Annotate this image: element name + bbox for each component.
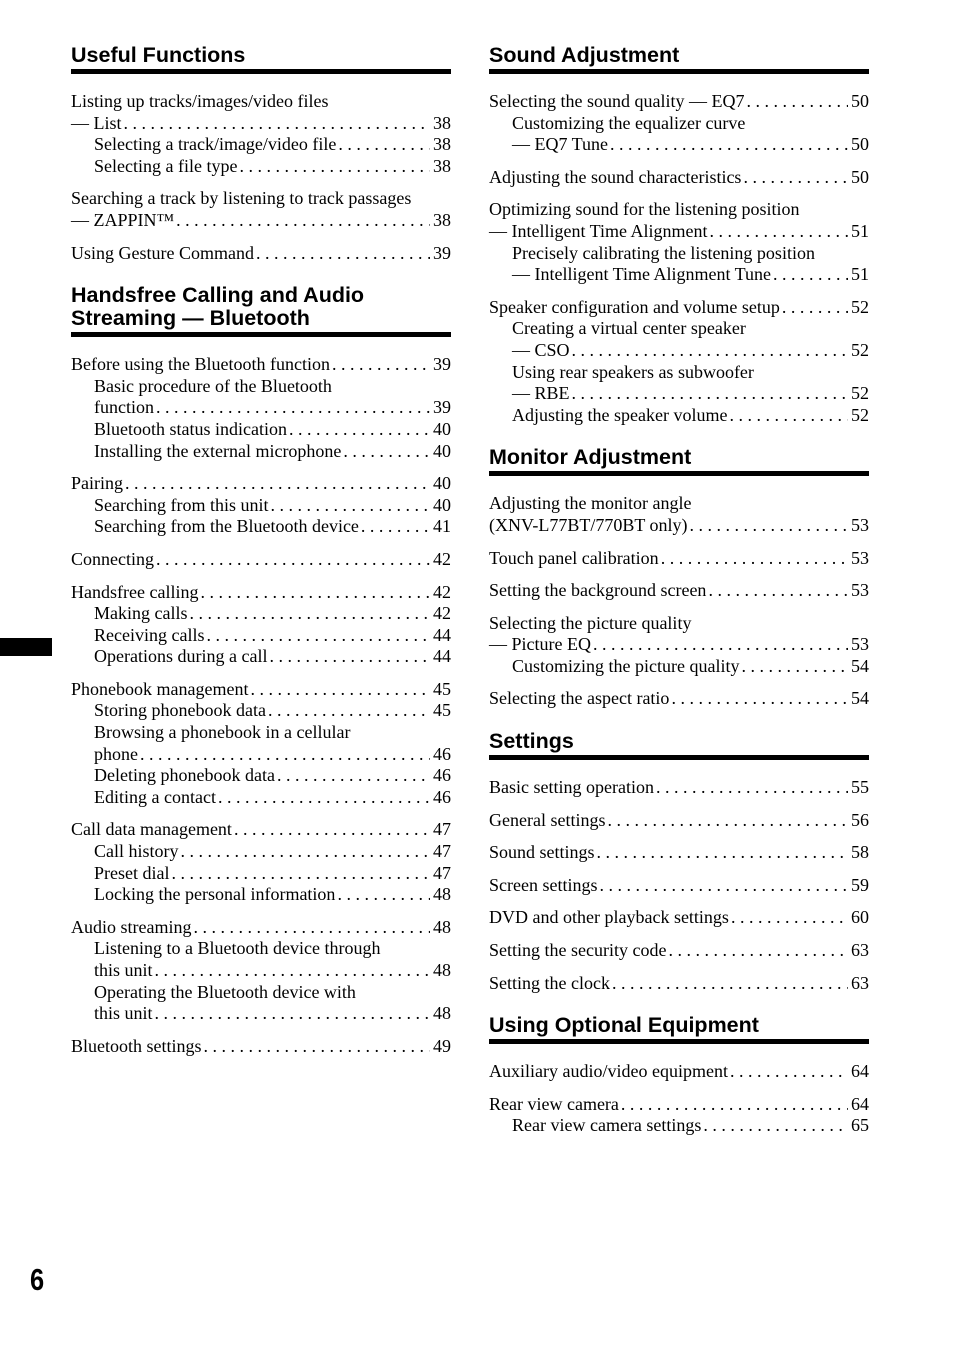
dot-leader xyxy=(256,243,430,265)
toc-section xyxy=(489,44,869,426)
dot-leader xyxy=(656,777,848,799)
toc-entry-line[interactable] xyxy=(489,548,869,570)
page-ref: 46 xyxy=(433,786,451,807)
dot-leader xyxy=(610,134,848,156)
entry-text: Listening to a Bluetooth device through xyxy=(94,938,381,959)
page-ref: 39 xyxy=(433,242,451,263)
entry-text: Listing up tracks/images/video files xyxy=(71,91,329,111)
dot-leader xyxy=(593,634,848,656)
page-ref: 54 xyxy=(851,688,869,709)
entry-text: Setting the clock xyxy=(489,972,610,993)
page-ref: 39 xyxy=(433,354,451,375)
toc-subentry-line[interactable] xyxy=(71,376,451,398)
toc-entry xyxy=(489,875,869,897)
toc-entry xyxy=(489,1094,869,1137)
entry-text: Using rear speakers as subwoofer xyxy=(512,361,754,382)
toc-section xyxy=(71,44,451,264)
toc-entry xyxy=(71,188,451,231)
entry-text: — RBE xyxy=(512,383,570,404)
dot-leader xyxy=(218,787,430,809)
toc-subentry-line[interactable] xyxy=(489,383,869,405)
dot-leader xyxy=(743,167,848,189)
toc-entry-line[interactable] xyxy=(489,493,869,515)
entry-text: Deleting phonebook data xyxy=(94,765,275,786)
toc-subentry-line[interactable] xyxy=(489,340,869,362)
entry-text: Searching from this unit xyxy=(94,494,269,515)
dot-leader xyxy=(338,134,430,156)
entry-text: Bluetooth status indication xyxy=(94,418,287,439)
dot-leader xyxy=(156,397,430,419)
toc-entry xyxy=(489,297,869,427)
dot-leader xyxy=(171,863,430,885)
dot-leader xyxy=(782,297,848,319)
page-ref: 53 xyxy=(851,580,869,601)
toc-entry-line[interactable] xyxy=(71,917,451,939)
toc-subentry-line[interactable] xyxy=(71,397,451,419)
toc-entry xyxy=(71,582,451,668)
entry-text: Setting the security code xyxy=(489,940,667,961)
toc-entry xyxy=(489,842,869,864)
dot-leader xyxy=(155,960,430,982)
dot-leader xyxy=(690,515,848,537)
entry-text: Adjusting the sound characteristics xyxy=(489,166,742,187)
entry-text: DVD and other playback settings xyxy=(489,907,729,928)
toc-subentry-line[interactable] xyxy=(489,264,869,286)
page-ref: 44 xyxy=(433,624,451,645)
toc-entry-line[interactable] xyxy=(489,199,869,221)
page-ref: 53 xyxy=(851,514,869,535)
toc-entry-line[interactable] xyxy=(71,91,451,113)
toc-subentry-line[interactable] xyxy=(71,1003,451,1025)
entry-text: Using Gesture Command xyxy=(71,242,254,263)
entry-text: Rear view camera xyxy=(489,1093,619,1114)
toc-entry xyxy=(489,91,869,156)
toc-subentry-line[interactable] xyxy=(71,960,451,982)
toc-subentry-line[interactable] xyxy=(71,646,451,668)
dot-leader xyxy=(572,340,848,362)
entry-text: Searching from the Bluetooth device xyxy=(94,516,359,537)
dot-leader xyxy=(621,1094,848,1116)
page-ref: 58 xyxy=(851,842,869,863)
dot-leader xyxy=(206,625,430,647)
toc-section xyxy=(489,1014,869,1137)
toc-subentry-line[interactable] xyxy=(489,656,869,678)
toc-subentry-line[interactable] xyxy=(71,156,451,178)
section-tab-marker xyxy=(0,638,52,656)
toc-entry-line[interactable] xyxy=(489,1094,869,1116)
toc-subentry-line[interactable] xyxy=(71,787,451,809)
entry-text: — CSO xyxy=(512,339,570,360)
page-ref: 64 xyxy=(851,1093,869,1114)
toc-entry xyxy=(489,777,869,799)
toc-entry-line[interactable] xyxy=(489,91,869,113)
section-title: Monitor Adjustment xyxy=(489,446,869,476)
dot-leader xyxy=(741,656,848,678)
page-ref: 40 xyxy=(433,494,451,515)
page-ref: 40 xyxy=(433,473,451,494)
toc-entry xyxy=(489,580,869,602)
entry-text: Searching a track by listening to track passages xyxy=(71,188,412,209)
toc-entry xyxy=(71,243,451,265)
entry-text: Bluetooth settings xyxy=(71,1035,202,1056)
dot-leader xyxy=(668,940,848,962)
entry-text: (XNV-L77BT/770BT only) xyxy=(489,514,688,535)
toc-subentry-line[interactable] xyxy=(71,516,451,538)
entry-text: — Intelligent Time Alignment xyxy=(489,220,708,241)
page-ref: 60 xyxy=(851,907,869,928)
entry-text: Preset dial xyxy=(94,862,170,883)
dot-leader xyxy=(250,679,430,701)
toc-left-column xyxy=(71,44,451,1077)
toc-entry xyxy=(71,819,451,905)
toc-entry-line[interactable] xyxy=(489,613,869,635)
toc-subentry-line[interactable] xyxy=(71,495,451,517)
toc-subentry-line[interactable] xyxy=(489,1115,869,1137)
toc-entry xyxy=(489,940,869,962)
entry-text: function xyxy=(94,397,154,418)
dot-leader xyxy=(140,744,430,766)
dot-leader xyxy=(607,810,848,832)
toc-subentry-line[interactable] xyxy=(71,700,451,722)
dot-leader xyxy=(599,875,848,897)
toc-entry xyxy=(71,1036,451,1058)
page-ref: 47 xyxy=(433,862,451,883)
toc-subentry-line[interactable] xyxy=(489,318,869,340)
dot-leader xyxy=(708,580,848,602)
toc-entry xyxy=(71,679,451,809)
dot-leader xyxy=(289,419,430,441)
toc-entry-line[interactable] xyxy=(71,582,451,604)
page-ref: 48 xyxy=(433,960,451,980)
entry-text: Setting the background screen xyxy=(489,580,707,601)
entry-text: Selecting the aspect ratio xyxy=(489,688,670,709)
dot-leader xyxy=(661,548,848,570)
toc-entry-line[interactable] xyxy=(489,777,869,799)
toc-entry xyxy=(489,493,869,536)
toc-entry xyxy=(489,1061,869,1083)
dot-leader xyxy=(193,917,430,939)
toc-subentry-line[interactable] xyxy=(489,113,869,135)
page-ref: 52 xyxy=(851,339,869,360)
toc-section xyxy=(489,730,869,994)
toc-entry-line[interactable] xyxy=(489,810,869,832)
toc-subentry-line[interactable] xyxy=(489,134,869,156)
page-ref: 42 xyxy=(433,581,451,602)
entry-text: Storing phonebook data xyxy=(94,700,266,721)
page-ref: 44 xyxy=(433,646,451,667)
dot-leader xyxy=(731,907,848,929)
entry-text: this unit xyxy=(94,1003,153,1024)
toc-entry-line[interactable] xyxy=(71,243,451,265)
toc-subentry-line[interactable] xyxy=(71,744,451,766)
toc-entry-line[interactable] xyxy=(489,515,869,537)
dot-leader xyxy=(572,383,848,405)
entry-text: Pairing xyxy=(71,473,123,494)
dot-leader xyxy=(270,495,430,517)
toc-subentry-line[interactable] xyxy=(71,982,451,1004)
toc-entry xyxy=(489,810,869,832)
dot-leader xyxy=(176,210,430,232)
entry-text: Receiving calls xyxy=(94,624,205,645)
entry-text: Connecting xyxy=(71,548,154,569)
dot-leader xyxy=(239,156,430,178)
entry-text: Rear view camera settings xyxy=(512,1115,702,1136)
dot-leader xyxy=(181,841,431,863)
page-ref: 47 xyxy=(433,841,451,862)
toc-subentry-line[interactable] xyxy=(71,765,451,787)
toc-section xyxy=(489,446,869,710)
dot-leader xyxy=(773,264,848,286)
page-ref: 53 xyxy=(851,634,869,655)
entry-text: Operations during a call xyxy=(94,646,268,667)
dot-leader xyxy=(268,700,430,722)
page-ref: 38 xyxy=(433,134,451,155)
toc-entry-line[interactable] xyxy=(489,1061,869,1083)
dot-leader xyxy=(729,405,848,427)
toc-subentry-line[interactable] xyxy=(71,441,451,463)
toc-entry-line[interactable] xyxy=(71,473,451,495)
toc-section xyxy=(71,284,451,1057)
toc-subentry-line[interactable] xyxy=(71,884,451,906)
toc-entry xyxy=(489,199,869,285)
entry-text: Handsfree calling xyxy=(71,581,199,602)
entry-text: — EQ7 Tune xyxy=(512,134,609,155)
toc-entry xyxy=(489,167,869,189)
entry-text: Call data management xyxy=(71,819,232,840)
page-ref: 50 xyxy=(851,91,869,111)
toc-entry-line[interactable] xyxy=(489,842,869,864)
entry-text: Selecting a track/image/video file xyxy=(94,134,337,155)
dot-leader xyxy=(200,582,430,604)
toc-subentry-line[interactable] xyxy=(71,603,451,625)
page-ref: 40 xyxy=(433,418,451,439)
entry-text: Customizing the equalizer curve xyxy=(512,112,746,133)
dot-leader xyxy=(597,842,848,864)
entry-text: Editing a contact xyxy=(94,786,216,807)
toc-entry-line[interactable] xyxy=(71,188,451,210)
dot-leader xyxy=(332,354,430,376)
toc-entry-line[interactable] xyxy=(71,679,451,701)
toc-subentry-line[interactable] xyxy=(71,863,451,885)
page-ref: 45 xyxy=(433,678,451,699)
page-ref: 52 xyxy=(851,296,869,317)
toc-entry xyxy=(71,917,451,1025)
toc-subentry-line[interactable] xyxy=(489,243,869,265)
page-ref: 64 xyxy=(851,1061,869,1082)
toc-entry-line[interactable] xyxy=(71,113,451,135)
dot-leader xyxy=(234,819,430,841)
toc-entry-line[interactable] xyxy=(489,907,869,929)
entry-text: Optimizing sound for the listening position xyxy=(489,199,800,220)
toc-entry-line[interactable] xyxy=(71,354,451,376)
toc-entry xyxy=(71,473,451,538)
toc-entry xyxy=(489,548,869,570)
entry-text: Locking the personal information xyxy=(94,884,336,905)
page-ref: 48 xyxy=(433,916,451,937)
toc-subentry-line[interactable] xyxy=(71,625,451,647)
entry-text: Creating a virtual center speaker xyxy=(512,318,746,339)
entry-text: — ZAPPIN™ xyxy=(71,209,175,230)
section-title: Useful Functions xyxy=(71,44,451,74)
page-ref: 38 xyxy=(433,112,451,133)
entry-text: Precisely calibrating the listening position xyxy=(512,242,815,263)
toc-subentry-line[interactable] xyxy=(71,722,451,744)
toc-subentry-line[interactable] xyxy=(489,362,869,384)
toc-entry xyxy=(489,907,869,929)
dot-leader xyxy=(189,603,430,625)
toc-subentry-line[interactable] xyxy=(71,841,451,863)
page-ref: 42 xyxy=(433,603,451,624)
page-ref: 51 xyxy=(851,220,869,241)
dot-leader xyxy=(361,516,430,538)
entry-text: Customizing the picture quality xyxy=(512,655,740,676)
dot-leader xyxy=(703,1115,848,1137)
toc-entry-line[interactable] xyxy=(489,634,869,656)
page-ref: 50 xyxy=(851,134,869,155)
toc-entry xyxy=(71,354,451,462)
entry-text: Selecting a file type xyxy=(94,155,238,176)
page-ref: 65 xyxy=(851,1115,869,1136)
dot-leader xyxy=(730,1061,848,1083)
toc-subentry-line[interactable] xyxy=(71,134,451,156)
toc-entry-line[interactable] xyxy=(489,580,869,602)
entry-text: Operating the Bluetooth device with xyxy=(94,981,356,1002)
entry-text: Basic setting operation xyxy=(489,777,654,798)
toc-subentry-line[interactable] xyxy=(71,938,451,960)
dot-leader xyxy=(337,884,430,906)
entry-text: Screen settings xyxy=(489,874,598,895)
entry-text: General settings xyxy=(489,809,606,830)
page-ref: 38 xyxy=(433,209,451,230)
toc-subentry-line[interactable] xyxy=(489,405,869,427)
page-ref: 55 xyxy=(851,777,869,798)
section-title: Handsfree Calling and Audio Streaming — Bluetooth xyxy=(71,284,451,337)
page-ref: 47 xyxy=(433,819,451,840)
entry-text: Before using the Bluetooth function xyxy=(71,354,330,375)
toc-entry-line[interactable] xyxy=(71,210,451,232)
dot-leader xyxy=(156,549,430,571)
page-ref: 63 xyxy=(851,972,869,993)
page-ref: 63 xyxy=(851,940,869,961)
dot-leader xyxy=(343,441,430,463)
page-ref: 45 xyxy=(433,700,451,721)
entry-text: Making calls xyxy=(94,603,188,624)
dot-leader xyxy=(746,91,848,113)
page-ref: 39 xyxy=(433,397,451,418)
entry-text: — Picture EQ xyxy=(489,634,591,655)
entry-text: Phonebook management xyxy=(71,678,249,699)
entry-text: Adjusting the monitor angle xyxy=(489,493,692,514)
toc-entry-line[interactable] xyxy=(489,973,869,995)
page-ref: 50 xyxy=(851,166,869,187)
dot-leader xyxy=(204,1036,431,1058)
page-ref: 41 xyxy=(433,516,451,537)
dot-leader xyxy=(155,1003,430,1025)
toc-entry xyxy=(489,613,869,678)
toc-entry xyxy=(71,91,451,177)
section-title: Using Optional Equipment xyxy=(489,1014,869,1044)
toc-entry-line[interactable] xyxy=(71,549,451,571)
page-ref: 40 xyxy=(433,440,451,461)
toc-entry-line[interactable] xyxy=(489,940,869,962)
toc-entry-line[interactable] xyxy=(71,819,451,841)
page-ref: 56 xyxy=(851,809,869,830)
page-ref: 42 xyxy=(433,548,451,569)
page-ref: 46 xyxy=(433,743,451,764)
dot-leader xyxy=(125,473,430,495)
entry-text: Sound settings xyxy=(489,842,595,863)
toc-entry-line[interactable] xyxy=(489,221,869,243)
page-number: 6 xyxy=(30,1262,45,1297)
toc-right-column xyxy=(489,44,869,1157)
entry-text: Auxiliary audio/video equipment xyxy=(489,1061,728,1082)
toc-entry-line[interactable] xyxy=(489,297,869,319)
page-ref: 48 xyxy=(433,884,451,905)
entry-text: phone xyxy=(94,743,138,764)
toc-entry xyxy=(489,688,869,710)
entry-text: — Intelligent Time Alignment Tune xyxy=(512,264,772,285)
page-ref: 46 xyxy=(433,765,451,786)
entry-text: Basic procedure of the Bluetooth xyxy=(94,375,332,396)
page-ref: 51 xyxy=(851,264,869,285)
entry-text: — List xyxy=(71,112,122,133)
entry-text: Touch panel calibration xyxy=(489,547,659,568)
entry-text: Selecting the sound quality — EQ7 xyxy=(489,91,745,111)
toc-entry xyxy=(71,549,451,571)
dot-leader xyxy=(710,221,848,243)
toc-entry xyxy=(489,973,869,995)
dot-leader xyxy=(269,646,430,668)
entry-text: Browsing a phonebook in a cellular xyxy=(94,722,351,743)
dot-leader xyxy=(277,765,430,787)
page-ref: 53 xyxy=(851,547,869,568)
toc-entry-line[interactable] xyxy=(71,1036,451,1058)
entry-text: this unit xyxy=(94,960,153,980)
entry-text: Speaker configuration and volume setup xyxy=(489,296,780,317)
dot-leader xyxy=(671,688,848,710)
toc-entry-line[interactable] xyxy=(489,875,869,897)
entry-text: Selecting the picture quality xyxy=(489,612,692,633)
toc-subentry-line[interactable] xyxy=(71,419,451,441)
page-ref: 48 xyxy=(433,1003,451,1024)
page-ref: 38 xyxy=(433,155,451,176)
page-ref: 59 xyxy=(851,874,869,895)
page-ref: 52 xyxy=(851,383,869,404)
toc-entry-line[interactable] xyxy=(489,167,869,189)
dot-leader xyxy=(612,973,848,995)
toc-entry-line[interactable] xyxy=(489,688,869,710)
entry-text: Installing the external microphone xyxy=(94,440,342,461)
entry-text: Adjusting the speaker volume xyxy=(512,404,728,425)
page-ref: 54 xyxy=(851,655,869,676)
page-ref: 52 xyxy=(851,404,869,425)
page-ref: 49 xyxy=(433,1035,451,1056)
entry-text: Audio streaming xyxy=(71,916,192,937)
entry-text: Call history xyxy=(94,841,179,862)
section-title: Settings xyxy=(489,730,869,760)
section-title: Sound Adjustment xyxy=(489,44,869,74)
dot-leader xyxy=(124,113,430,135)
